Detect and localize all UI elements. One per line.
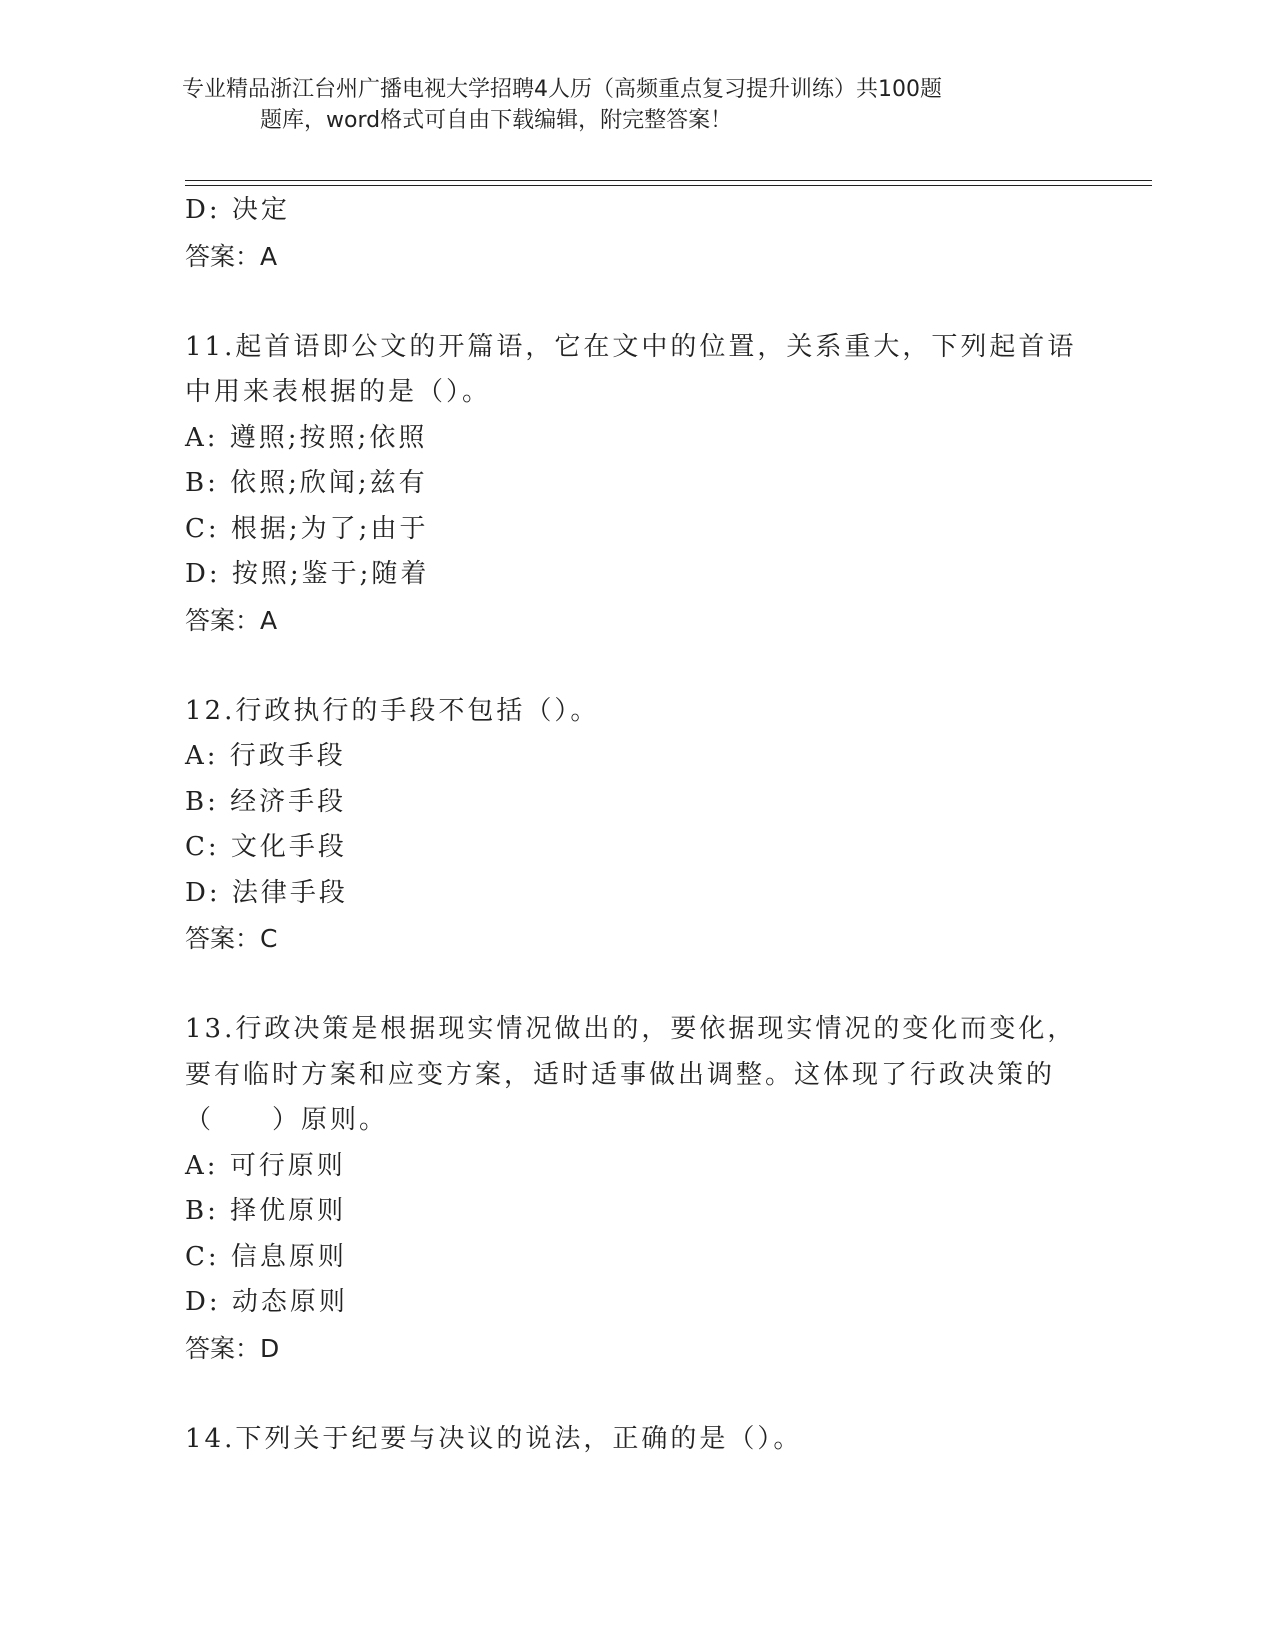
- document-header: [182, 74, 1062, 136]
- question-text-line: 14.下列关于纪要与决议的说法，正确的是（）。: [185, 1423, 803, 1454]
- option-d: D: 按照;鉴于;随着: [185, 559, 430, 589]
- question-text-line: 中用来表根据的是（）。: [185, 377, 492, 407]
- question-text-line: 12.行政执行的手段不包括（）。: [185, 695, 600, 726]
- option-c: C: 根据;为了;由于: [185, 513, 429, 544]
- question-13: [185, 1007, 1085, 1371]
- question-text-line: （ ）原则。: [185, 1105, 389, 1135]
- option-a: A: 可行原则: [185, 1150, 346, 1181]
- question-text-line: 13.行政决策是根据现实情况做出的，要依据现实情况的变化而变化，: [185, 1014, 1077, 1044]
- spacer: [185, 1371, 1085, 1417]
- answer-line: 答案：C: [185, 924, 278, 953]
- question-text: [185, 689, 1085, 735]
- question-text: [185, 1007, 1085, 1144]
- option-c: C: 文化手段: [185, 832, 347, 862]
- answer-line: 答案：D: [185, 1333, 280, 1363]
- question-11: [185, 325, 1085, 644]
- header-rule-top: [185, 180, 1152, 181]
- option-a: A: 行政手段: [185, 741, 346, 771]
- spacer: [185, 962, 1085, 1008]
- answer-line: 答案：A: [185, 241, 278, 271]
- option-c: C: 信息原则: [185, 1241, 347, 1272]
- question-text-line: 11.起首语即公文的开篇语，它在文中的位置，关系重大，下列起首语: [185, 331, 1077, 362]
- spacer: [185, 643, 1085, 689]
- question-text: [185, 325, 1085, 416]
- question-12: [185, 689, 1085, 962]
- answer-line: 答案：A: [185, 605, 278, 635]
- option-d: D: 法律手段: [185, 877, 348, 908]
- option-b: B: 经济手段: [185, 786, 347, 817]
- question-14: [185, 1417, 1085, 1463]
- header-rule-bottom: [185, 185, 1152, 186]
- question-text: [185, 1417, 1085, 1463]
- option-b: B: 依照;欣闻;兹有: [185, 468, 428, 498]
- option-d: D: 决定: [185, 195, 290, 225]
- question-text-line: 要有临时方案和应变方案，适时适事做出调整。这体现了行政决策的: [185, 1059, 1056, 1090]
- document-body: [185, 188, 1085, 1462]
- option-d: D: 动态原则: [185, 1287, 348, 1317]
- spacer: [185, 279, 1085, 325]
- header-title-line-1: 专业精品浙江台州广播电视大学招聘4人历（高频重点复习提升训练）共100题: [182, 77, 942, 102]
- header-title-line-2: 题库，word格式可自由下载编辑，附完整答案！: [260, 108, 733, 133]
- option-b: B: 择优原则: [185, 1196, 347, 1226]
- option-a: A: 遵照;按照;依照: [185, 422, 428, 453]
